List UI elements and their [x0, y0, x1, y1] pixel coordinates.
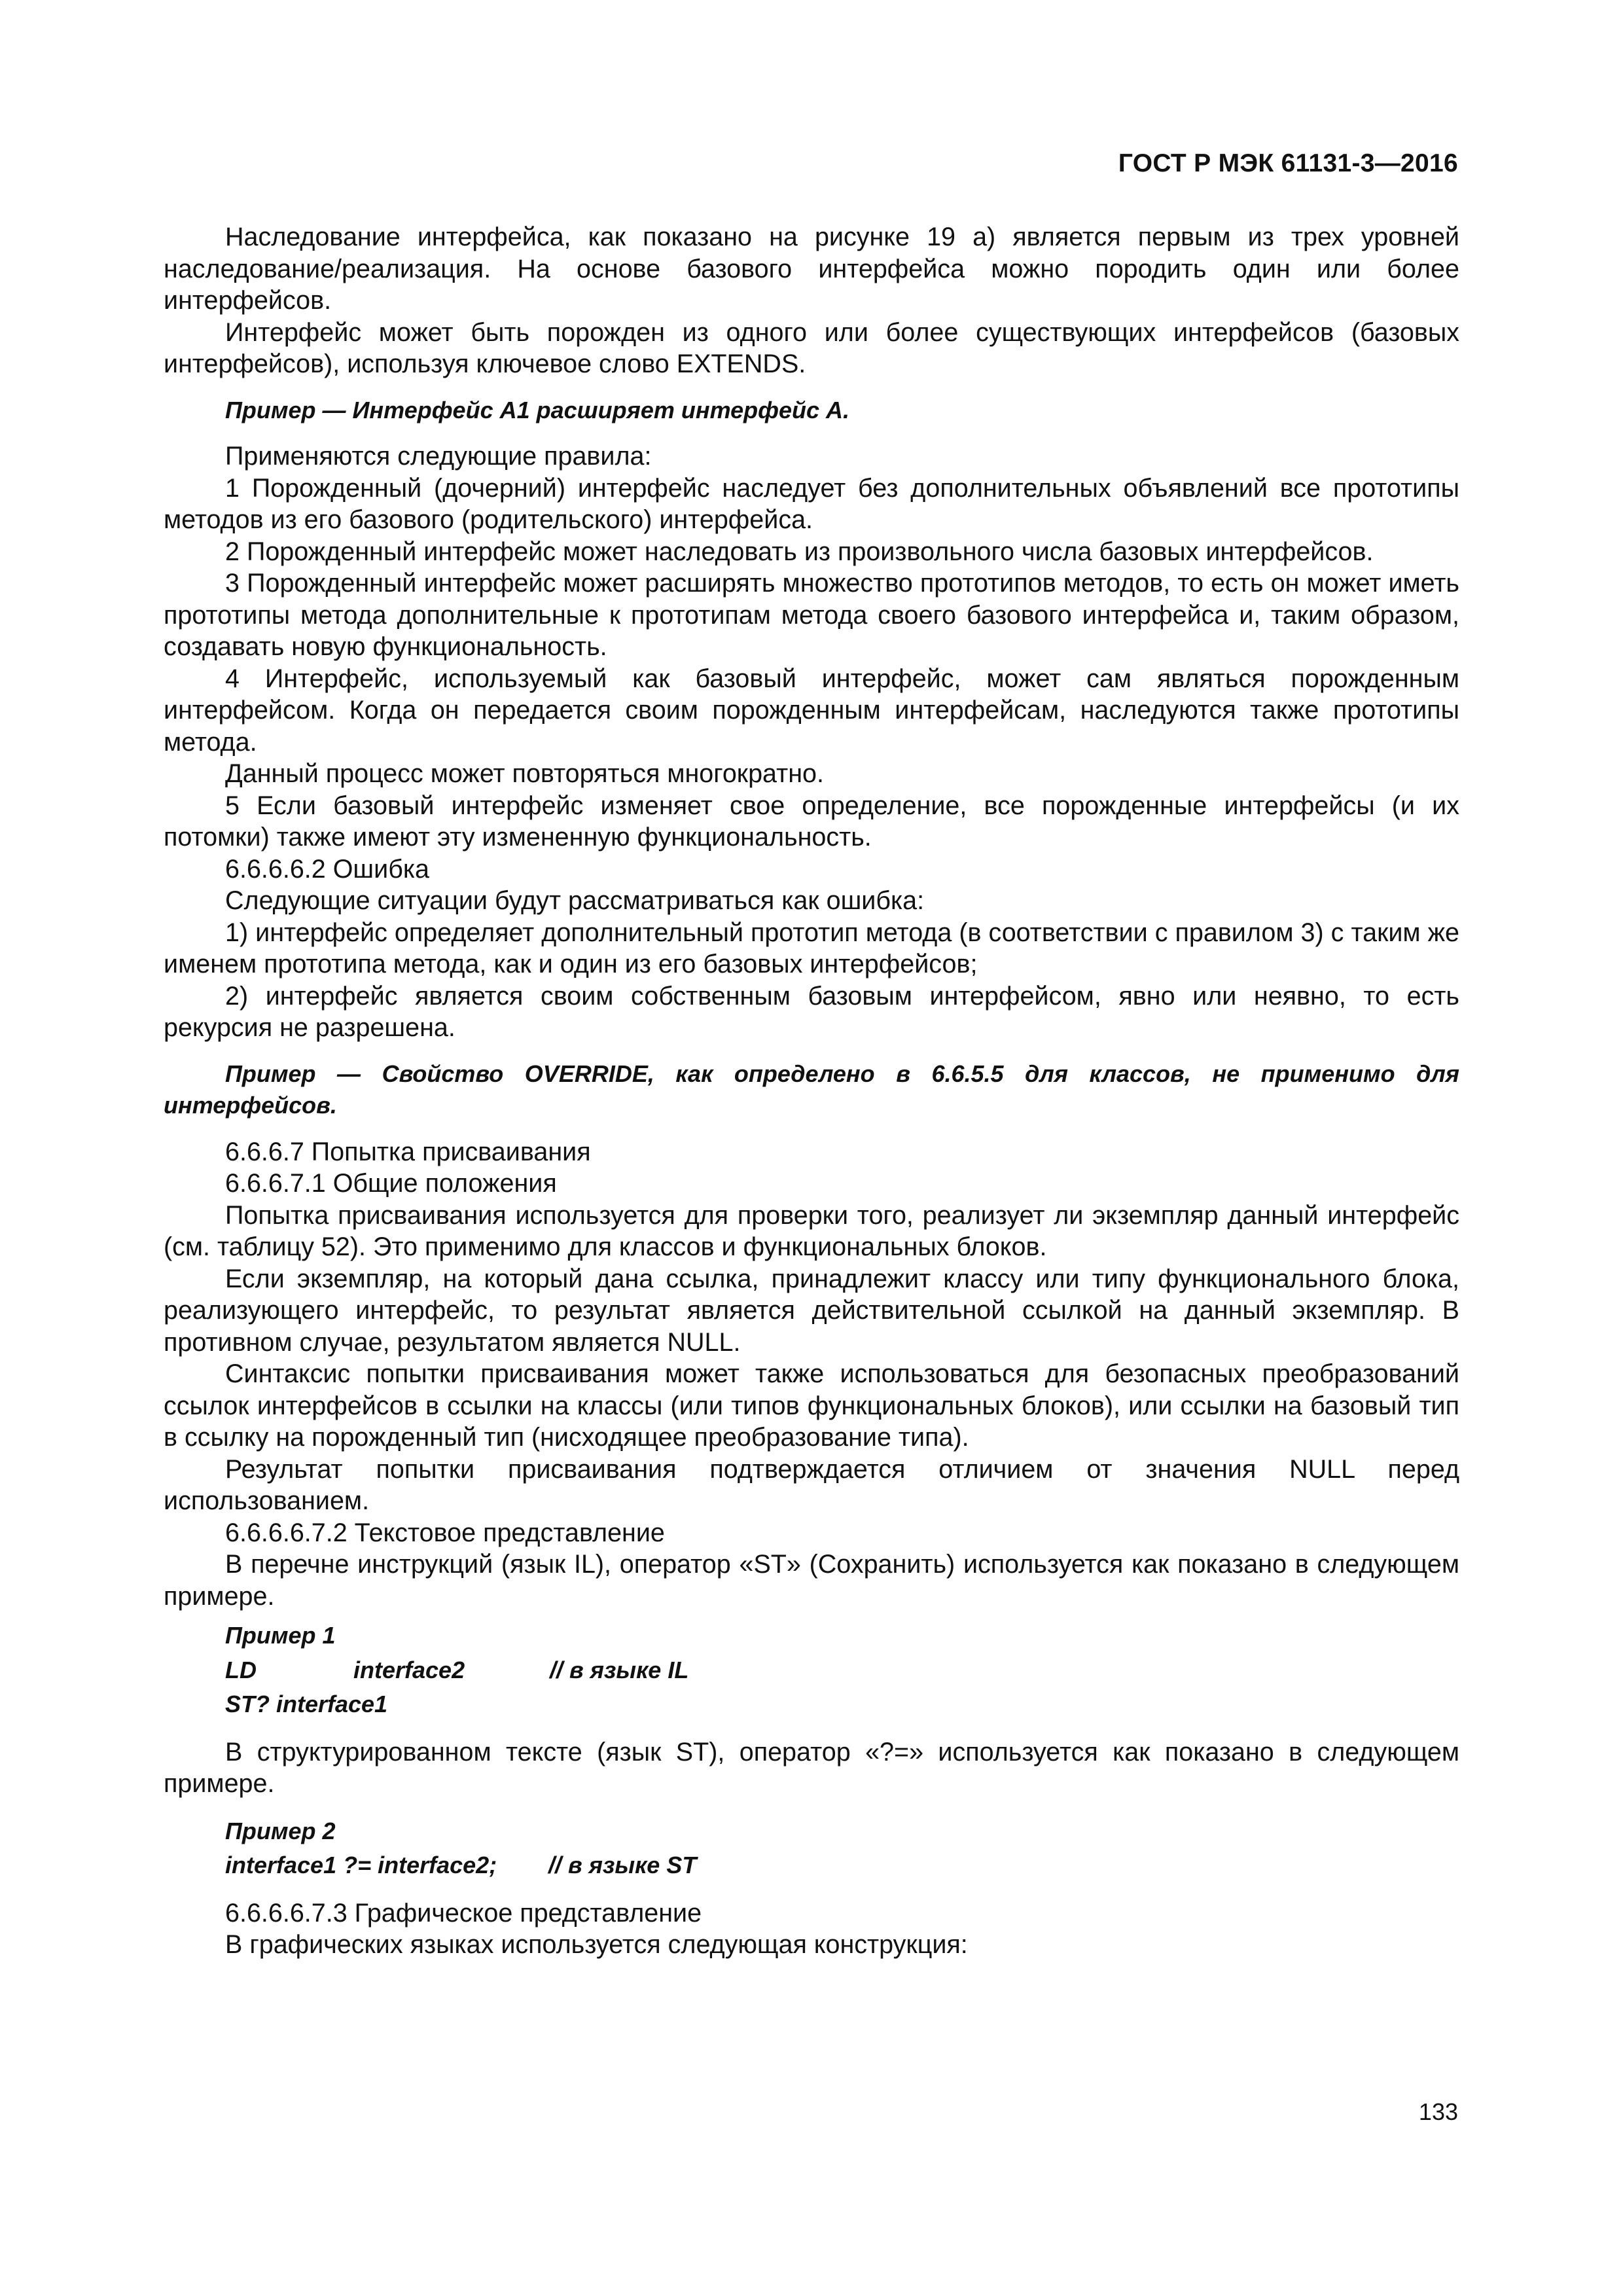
- paragraph: Применяются следующие правила:: [225, 442, 652, 471]
- paragraph: Данный процесс может повторяться многократно.: [225, 759, 824, 788]
- example-1-line-1: [164, 1655, 1459, 1687]
- paragraph: В перечне инструкций (язык IL), оператор «ST» (Сохранить) используется как показано в следующем примере.: [164, 1550, 1459, 1611]
- example-note: Пример — Интерфейс A1 расширяет интерфейс A.: [225, 396, 850, 423]
- section-heading-assignment-attempt: 6.6.6.7 Попытка присваивания: [225, 1137, 591, 1166]
- paragraph: Попытка присваивания используется для проверки того, реализует ли экземпляр данный интерфейс (см. таблицу 52). Это применимо для классов и функциональных блоков.: [164, 1200, 1459, 1261]
- paragraph: Если экземпляр, на который дана ссылка, принадлежит классу или типу функционального блока, реализующего интерфейс, то результат является действительной ссылкой на данный экземпляр. В противном случае, результатом является NULL.: [164, 1264, 1459, 1357]
- code-statement: interface1 ?= interface2;: [225, 1852, 497, 1878]
- paragraph: Интерфейс может быть порожден из одного или более существующих интерфейсов (базовых интерфейсов), используя ключевое слово EXTENDS.: [164, 317, 1459, 378]
- page-number: 133: [1418, 2098, 1458, 2125]
- example-2-title: Пример 2: [225, 1817, 336, 1844]
- rule-2: 2 Порожденный интерфейс может наследовать из произвольного числа базовых интерфейсов.: [225, 537, 1374, 566]
- example-2-line: [164, 1850, 1459, 1882]
- rule-4: 4 Интерфейс, используемый как базовый интерфейс, может сам являться порожденным интерфейсом. Когда он передается своим порожденным интерфейсам, наследуются также прототипы метода.: [164, 664, 1459, 757]
- rule-5: 5 Если базовый интерфейс изменяет свое определение, все порожденные интерфейсы (и их потомки) также имеют эту измененную функциональность.: [164, 791, 1459, 852]
- section-heading-general: 6.6.6.7.1 Общие положения: [225, 1169, 557, 1198]
- paragraph: Результат попытки присваивания подтверждается отличием от значения NULL перед использованием.: [164, 1454, 1459, 1515]
- error-case-1: 1) интерфейс определяет дополнительный прототип метода (в соответствии с правилом 3) с таким же именем прототипа метода, как и один из его базовых интерфейсов;: [164, 918, 1459, 978]
- section-heading-graphic-representation: 6.6.6.6.7.3 Графическое представление: [225, 1898, 702, 1928]
- code-comment: // в языке ST: [548, 1852, 697, 1878]
- code-arg: interface2: [353, 1656, 465, 1683]
- section-heading-error: 6.6.6.6.2 Ошибка: [225, 854, 429, 884]
- paragraph: Следующие ситуации будут рассматриваться как ошибка:: [225, 886, 925, 915]
- error-case-2: 2) интерфейс является своим собственным базовым интерфейсом, явно или неявно, то есть рекурсия не разрешена.: [164, 981, 1459, 1042]
- code-op: LD: [225, 1656, 257, 1683]
- document-header: ГОСТ Р МЭК 61131-3—2016: [1118, 149, 1458, 177]
- example-1-line-2: ST? interface1: [225, 1691, 388, 1717]
- paragraph: В графических языках используется следующая конструкция:: [225, 1930, 968, 1959]
- page-body: [164, 221, 1459, 1961]
- rule-1: 1 Порожденный (дочерний) интерфейс наследует без дополнительных объявлений все прототипы методов из его базового (родительского) интерфейса.: [164, 473, 1459, 534]
- paragraph: Наследование интерфейса, как показано на рисунке 19 а) является первым из трех уровней наследование/реализация. На основе базового интерфейса можно породить один или более интерфейсов.: [164, 223, 1459, 315]
- example-1-title: Пример 1: [225, 1622, 336, 1649]
- rule-3: 3 Порожденный интерфейс может расширять множество прототипов методов, то есть он может иметь прототипы метода дополнительные к прототипам метода своего базового интерфейса и, таким образом, создавать новую функциональность.: [164, 569, 1459, 661]
- section-heading-text-representation: 6.6.6.6.7.2 Текстовое представление: [225, 1518, 665, 1547]
- example-note: Пример — Свойство OVERRIDE, как определено в 6.6.5.5 для классов, не применимо для интерфейсов.: [164, 1060, 1459, 1119]
- code-comment: // в языке IL: [550, 1656, 689, 1683]
- paragraph: Синтаксис попытки присваивания может также использоваться для безопасных преобразований ссылок интерфейсов в ссылки на классы (или типов функциональных блоков), или ссылки на базовый тип в ссылку на порожденный тип (нисходящее преобразование типа).: [164, 1359, 1459, 1452]
- paragraph: В структурированном тексте (язык ST), оператор «?=» используется как показано в следующем примере.: [164, 1737, 1459, 1798]
